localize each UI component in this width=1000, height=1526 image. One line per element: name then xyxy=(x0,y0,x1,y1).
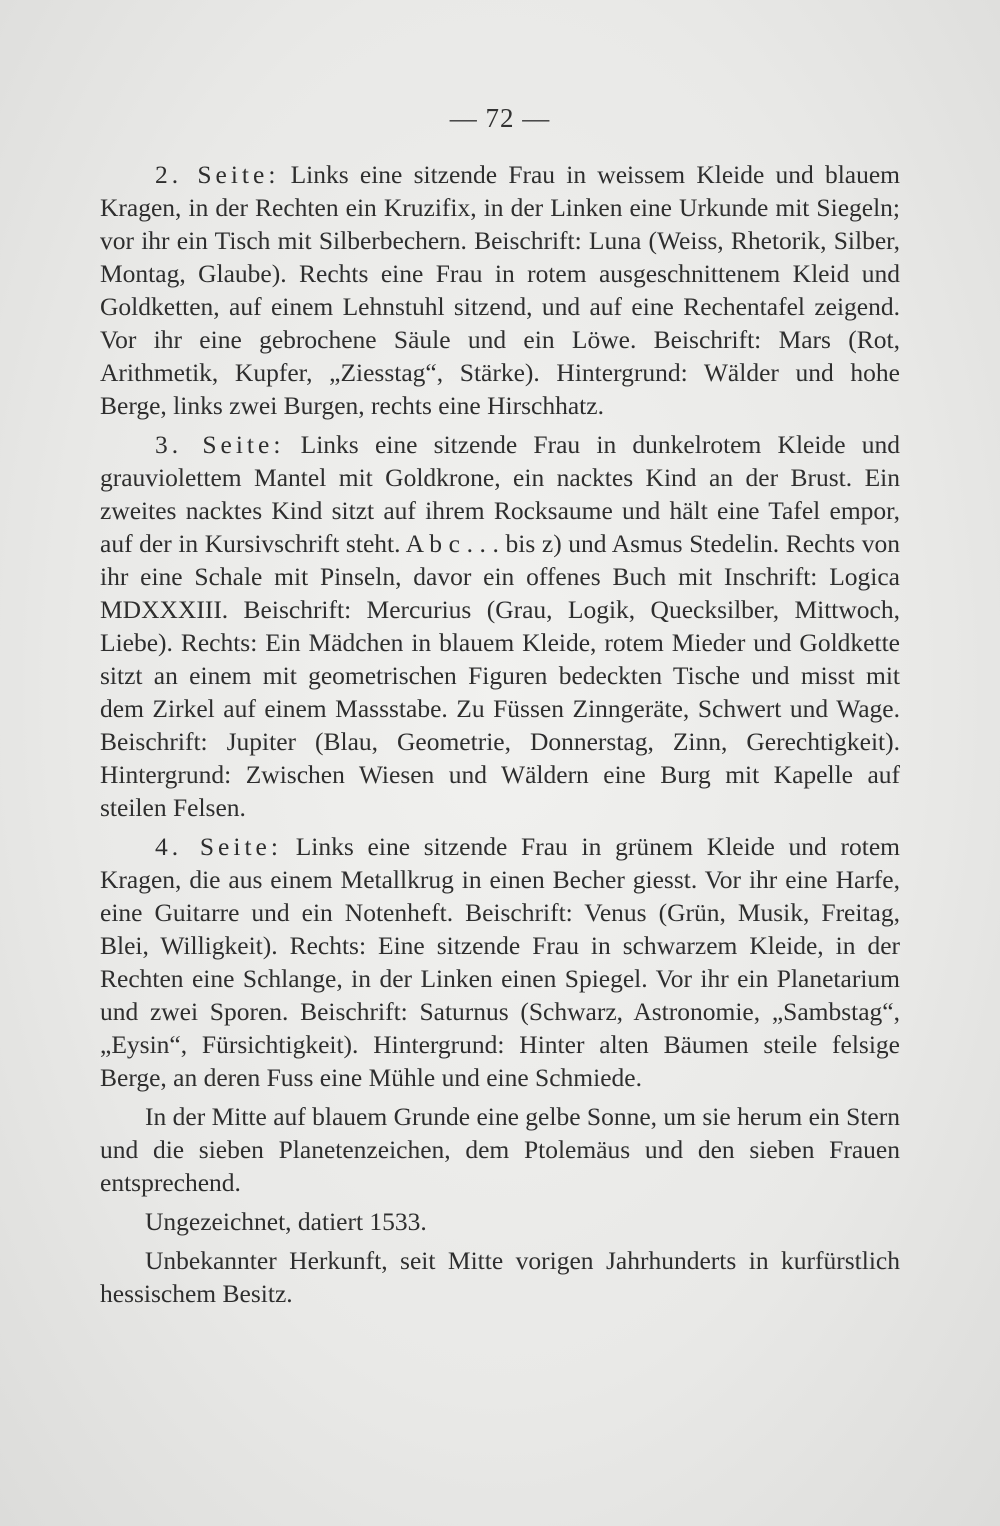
page-number: — 72 — xyxy=(449,103,551,133)
page-body xyxy=(100,158,900,1310)
paragraph-lead: 3. Seite: xyxy=(155,430,285,459)
paragraph-herkunft: Unbekannter Herkunft, seit Mitte vorigen Jahrhunderts in kurfürstlich hessischem Besitz. xyxy=(100,1246,900,1308)
paragraph-datierung: Ungezeichnet, datiert 1533. xyxy=(145,1207,427,1236)
paragraph-lead: 2. Seite: xyxy=(155,160,280,189)
paragraph-seite-3 xyxy=(100,428,900,824)
paragraph-lead: 4. Seite: xyxy=(155,832,282,861)
paragraph-text: Links eine sitzende Frau in weissem Kleide und blauem Kragen, in der Rechten ein Kruzifix, in der Linken eine Urkunde mit Siegeln; vor ihr ein Tisch mit Silberbechern. Beischrift: Luna (Weiss, Rhetorik, Silber, Montag, Glaube). Rechts eine Frau in rotem ausgeschnittenem Kleid und Goldketten, auf einem Lehnstuhl sitzend, und auf eine Rechentafel zeigend. Vor ihr eine gebrochene Säule und ein Löwe. Beischrift: Mars (Rot, Arithmetik, Kupfer, „Ziesstag“, Stärke). Hintergrund: Wälder und hohe Berge, links zwei Burgen, rechts eine Hirschhatz. xyxy=(100,160,900,420)
paragraph-text: Links eine sitzende Frau in grünem Kleide und rotem Kragen, die aus einem Metallkrug in einen Becher giesst. Vor ihr eine Harfe, eine Guitarre und ein Notenheft. Beischrift: Venus (Grün, Musik, Freitag, Blei, Willigkeit). Rechts: Eine sitzende Frau in schwarzem Kleide, in der Rechten eine Schlange, in der Linken einen Spiegel. Vor ihr ein Planetarium und zwei Sporen. Beischrift: Saturnus (Schwarz, Astronomie, „Sambstag“, „Eysin“, Fürsichtigkeit). Hintergrund: Hinter alten Bäumen steile felsige Berge, an deren Fuss eine Mühle und eine Schmiede. xyxy=(100,832,900,1092)
paragraph-seite-2 xyxy=(100,158,900,422)
paragraph-text: Links eine sitzende Frau in dunkelrotem Kleide und grauviolettem Mantel mit Goldkrone, ein nacktes Kind an der Brust. Ein zweites nacktes Kind sitzt auf ihrem Rocksaume und hält eine Tafel empor, auf der in Kursivschrift steht. A b c . . . bis z) und Asmus Stedelin. Rechts von ihr eine Schale mit Pinseln, davor ein offenes Buch mit Inschrift: Logica MDXXXIII. Beischrift: Mercurius (Grau, Logik, Quecksilber, Mittwoch, Liebe). Rechts: Ein Mädchen in blauem Kleide, rotem Mieder und Goldkette sitzt an einem mit geometrischen Figuren bedeckten Tische und misst mit dem Zirkel auf einem Massstabe. Zu Füssen Zinngeräte, Schwert und Wage. Beischrift: Jupiter (Blau, Geometrie, Donnerstag, Zinn, Gerechtigkeit). Hintergrund: Zwischen Wiesen und Wäldern eine Burg mit Kapelle auf steilen Felsen. xyxy=(100,430,900,822)
paragraph-mitte: In der Mitte auf blauem Grunde eine gelbe Sonne, um sie herum ein Stern und die sieben Planetenzeichen, dem Ptolemäus und den sieben Frauen entsprechend. xyxy=(100,1102,900,1197)
paragraph-seite-4 xyxy=(100,830,900,1094)
